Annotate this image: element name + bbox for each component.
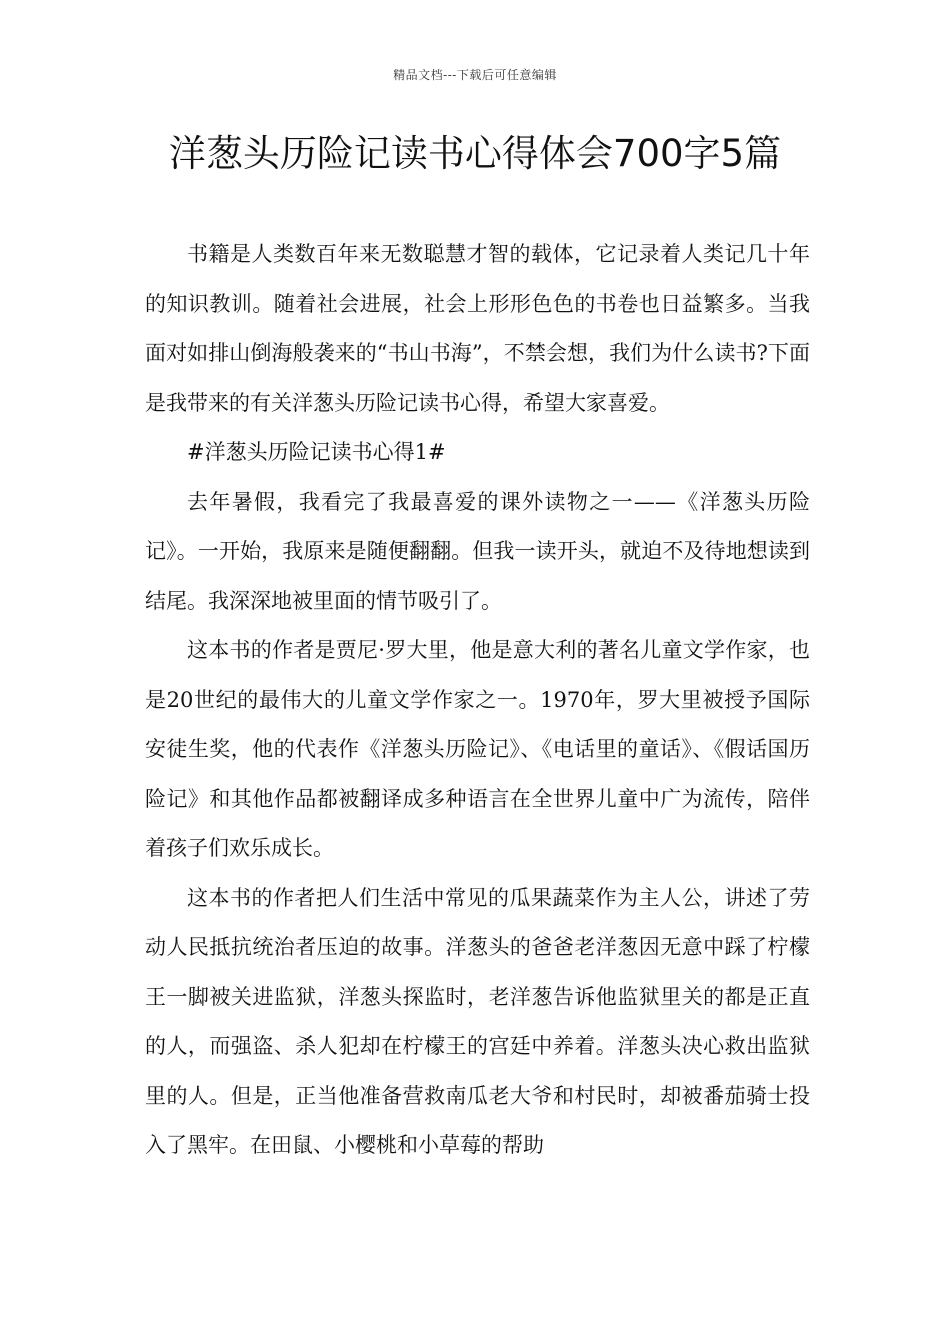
document-title: 洋葱头历险记读书心得体会700字5篇 (168, 132, 782, 175)
paragraph-2: 这本书的作者是贾尼·罗大里，他是意大利的著名儿童文学作家，也是20世纪的最伟大的儿童文学作家之一。1970年，罗大里被授予国际安徒生奖，他的代表作《洋葱头历险记》、《电话里的童话》、《假话国历险记》和其他作品都被翻译成多种语言在全世界儿童中广为流传，陪伴着孩子们欢乐成长。 (145, 638, 810, 860)
section-heading-1: #洋葱头历险记读书心得1# (187, 440, 446, 464)
header-note: 精品文档---下载后可任意编辑 (393, 68, 557, 82)
paragraph-1: 去年暑假，我看完了我最喜爱的课外读物之一——《洋葱头历险记》。一开始，我原来是随便翻翻。但我一读开头，就迫不及待地想读到结尾。我深深地被里面的情节吸引了。 (145, 489, 810, 613)
paragraph-intro: 书籍是人类数百年来无数聪慧才智的载体，它记录着人类记几十年的知识教训。随着社会进展，社会上形形色色的书卷也日益繁多。当我面对如排山倒海般袭来的“书山书海”，不禁会想，我们为什么读书?下面是我带来的有关洋葱头历险记读书心得，希望大家喜爱。 (145, 242, 810, 415)
document-body (145, 230, 810, 1171)
paragraph-3: 这本书的作者把人们生活中常见的瓜果蔬菜作为主人公，讲述了劳动人民抵抗统治者压迫的故事。洋葱头的爸爸老洋葱因无意中踩了柠檬王一脚被关进监狱，洋葱头探监时，老洋葱告诉他监狱里关的都是正直的人，而强盗、杀人犯却在柠檬王的宫廷中养着。洋葱头决心救出监狱里的人。但是，正当他准备营救南瓜老大爷和村民时，却被番茄骑士投入了黑牢。在田鼠、小樱桃和小草莓的帮助 (145, 885, 810, 1157)
